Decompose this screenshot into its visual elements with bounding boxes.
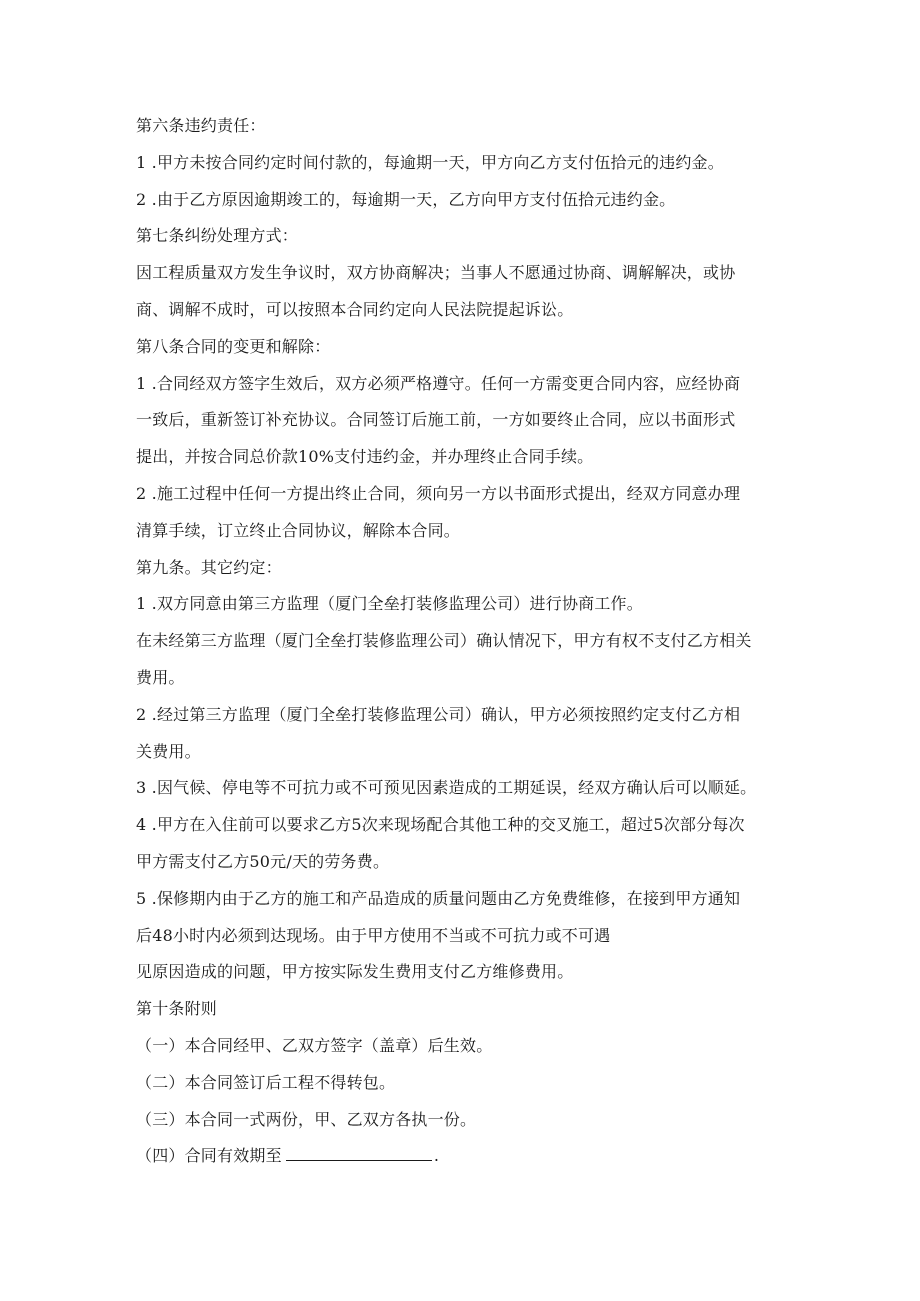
section-7-heading: 第七条纠纷处理方式： <box>136 226 299 246</box>
paragraph-line: （二）本合同签订后工程不得转包。 <box>136 1072 396 1092</box>
paragraph-line: （一）本合同经甲、乙双方签字（盖章）后生效。 <box>136 1035 493 1055</box>
paragraph-line: 3 .因气候、停电等不可抗力或不可预见因素造成的工期延误，经双方确认后可以顺延。 <box>136 778 757 798</box>
paragraph-line: 5 .保修期内由于乙方的施工和产品造成的质量问题由乙方免费维修，在接到甲方通知 <box>136 888 741 908</box>
paragraph-line: 4 .甲方在入住前可以要求乙方5次来现场配合其他工种的交叉施工，超过5次部分每次 <box>136 815 745 835</box>
paragraph-line: 因工程质量双方发生争议时，双方协商解决；当事人不愿通过协商、调解解决，或协 <box>136 263 736 283</box>
paragraph-line: 关费用。 <box>136 741 201 761</box>
paragraph-line: （三）本合同一式两份，甲、乙双方各执一份。 <box>136 1109 477 1129</box>
paragraph-line: 2 .经过第三方监理（厦门全垒打装修监理公司）确认，甲方必须按照约定支付乙方相 <box>136 704 741 724</box>
paragraph-line: 清算手续，订立终止合同协议，解除本合同。 <box>136 520 461 540</box>
validity-date-blank <box>286 1138 432 1161</box>
paragraph-line: 一致后，重新签订补充协议。合同签订后施工前，一方如要终止合同，应以书面形式 <box>136 410 736 430</box>
paragraph-line: 2 .施工过程中任何一方提出终止合同，须向另一方以书面形式提出，经双方同意办理 <box>136 483 741 503</box>
paragraph-line: 见原因造成的问题，甲方按实际发生费用支付乙方维修费用。 <box>136 962 574 982</box>
document-page <box>136 108 796 1175</box>
contract-validity-line <box>136 1138 796 1175</box>
paragraph-line: 后48小时内必须到达现场。由于甲方使用不当或不可抗力或不可遇 <box>136 925 611 945</box>
section-10-heading: 第十条附则 <box>136 999 218 1019</box>
paragraph-line: 在未经第三方监理（厦门全垒打装修监理公司）确认情况下，甲方有权不支付乙方相关 <box>136 631 752 651</box>
paragraph-line: 商、调解不成时，可以按照本合同约定向人民法院提起诉讼。 <box>136 299 574 319</box>
paragraph-line: 提出，并按合同总价款10%支付违约金，并办理终止合同手续。 <box>136 447 594 467</box>
paragraph-line: 2 .由于乙方原因逾期竣工的，每逾期一天，乙方向甲方支付伍拾元违约金。 <box>136 189 676 209</box>
paragraph-line: 费用。 <box>136 667 185 687</box>
section-8-heading: 第八条合同的变更和解除： <box>136 336 331 356</box>
validity-end-period: . <box>433 1146 440 1166</box>
paragraph-line: 1 .甲方未按合同约定时间付款的，每逾期一天，甲方向乙方支付伍拾元的违约金。 <box>136 152 724 172</box>
validity-label: （四）合同有效期至 <box>136 1146 282 1166</box>
paragraph-line: 甲方需支付乙方50元/天的劳务费。 <box>136 851 390 871</box>
paragraph-line: 1 .合同经双方签字生效后，双方必须严格遵守。任何一方需变更合同内容，应经协商 <box>136 373 741 393</box>
paragraph-line: 1 .双方同意由第三方监理（厦门全垒打装修监理公司）进行协商工作。 <box>136 594 643 614</box>
section-6-heading: 第六条违约责任： <box>136 116 266 135</box>
section-9-heading: 第九条。其它约定： <box>136 557 282 577</box>
